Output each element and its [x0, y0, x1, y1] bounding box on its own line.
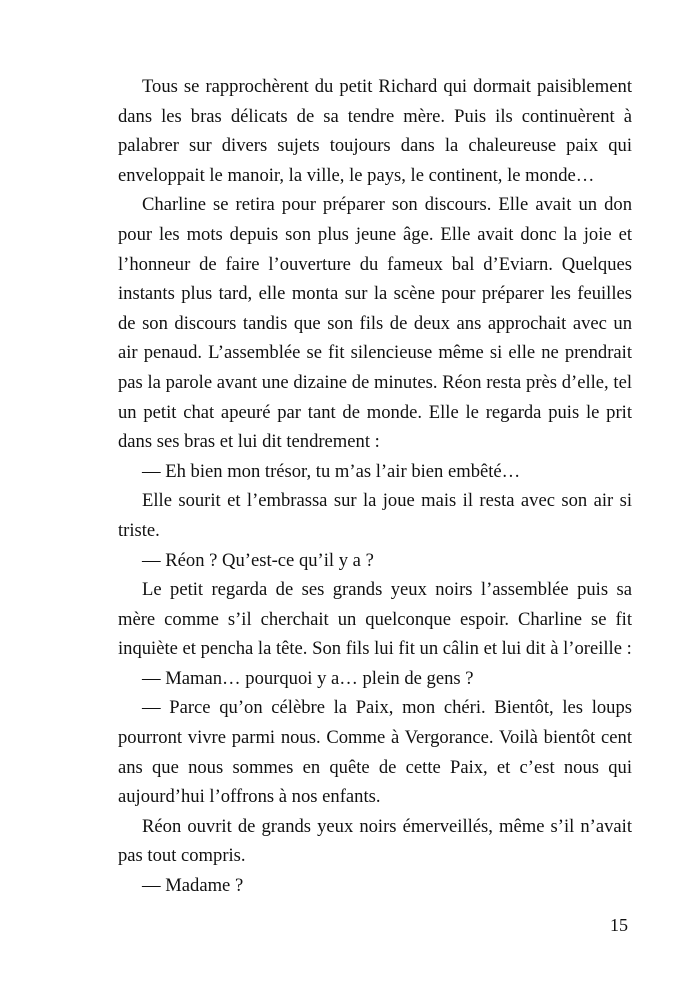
paragraph: Le petit regarda de ses grands yeux noirs l’assemblée puis sa mère comme s’il cherchait un quelconque espoir. Charline se fit inquiète et pencha la tête. Son fils lui fit un câlin et lui dit à l’oreille :	[118, 579, 632, 660]
dialogue-line: — Maman… pourquoi y a… plein de gens ?	[142, 667, 474, 689]
paragraph: Charline se retira pour préparer son discours. Elle avait un don pour les mots depuis son plus jeune âge. Elle avait donc la joie et l’honneur de faire l’ouverture du fameux bal d’Eviarn. Quelques instants plus tard, elle monta sur la scène pour préparer les feuilles de son discours tandis que son fils de deux ans approchait avec un air penaud. L’assemblée se fit silencieuse même si elle ne prendrait pas la parole avant une dizaine de minutes. Réon resta près d’elle, tel un petit chat apeuré par tant de monde. Elle le regarda puis le prit dans ses bras et lui dit tendrement :	[118, 194, 632, 453]
paragraph: Elle sourit et l’embrassa sur la joue mais il resta avec son air si triste.	[118, 490, 632, 541]
paragraph: Tous se rapprochèrent du petit Richard qui dormait paisiblement dans les bras délicats de sa tendre mère. Puis ils continuèrent à palabrer sur divers sujets toujours dans la chaleureuse paix qui enveloppait le manoir, la ville, le pays, le continent, le monde…	[118, 76, 632, 186]
dialogue-line: — Madame ?	[142, 875, 244, 897]
dialogue-line: — Eh bien mon trésor, tu m’as l’air bien embêté…	[142, 460, 521, 482]
dialogue-line: — Réon ? Qu’est-ce qu’il y a ?	[142, 549, 374, 571]
paragraph: Réon ouvrit de grands yeux noirs émerveillés, même s’il n’avait pas tout compris.	[118, 815, 632, 867]
page-body	[118, 72, 632, 901]
page-number: 15	[610, 915, 628, 935]
dialogue-line: — Parce qu’on célèbre la Paix, mon chéri. Bientôt, les loups pourront vivre parmi nous. Comme à Vergorance. Voilà bientôt cent ans que nous sommes en quête de cette Paix, et c’est nous qui aujourd’hui l’offrons à nos enfants.	[118, 697, 632, 808]
